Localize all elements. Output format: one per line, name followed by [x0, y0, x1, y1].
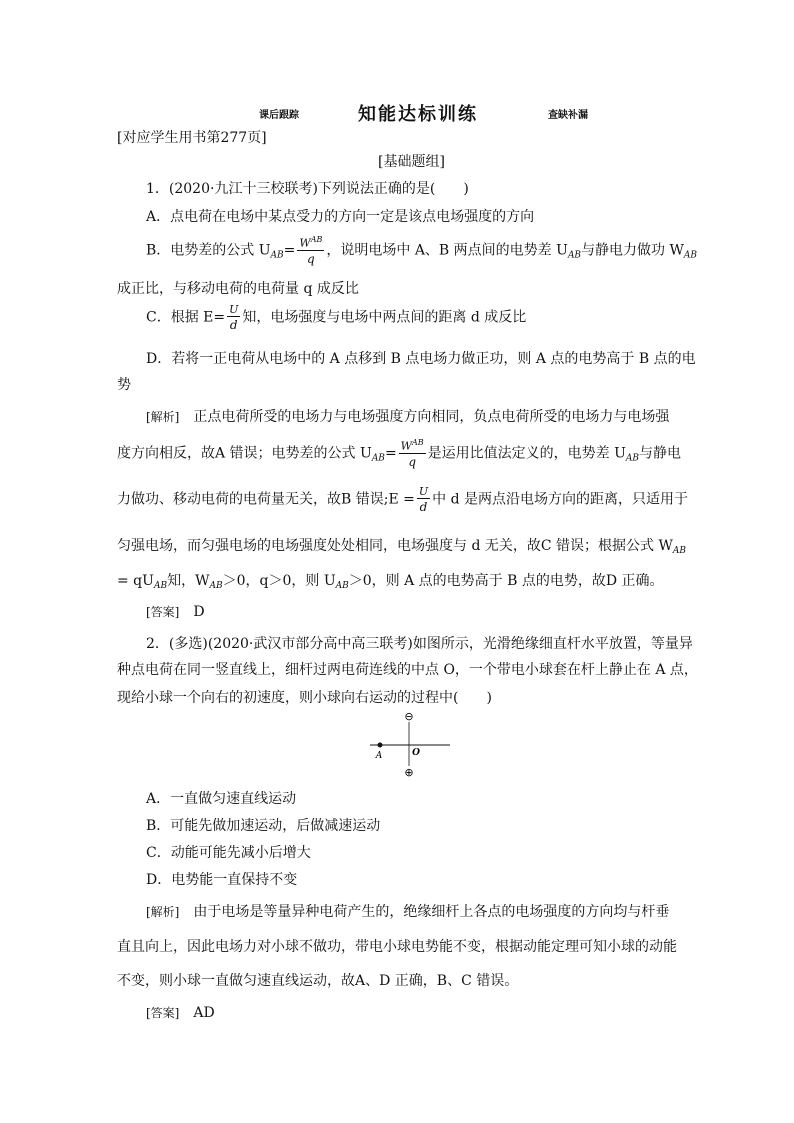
q2-figure-label-o: O	[412, 748, 420, 758]
q2-option-c: C．动能可能先减小后增大	[146, 845, 311, 861]
q1-analysis-text5b: 知，W	[167, 573, 210, 589]
q2-option-b: B．可能先做加速运动，后做减速运动	[146, 818, 381, 834]
q2-answer-value: AD	[193, 1005, 215, 1021]
q1-analysis-text2a: 度方向相反，故A 错误；电势差的公式 U	[117, 445, 372, 462]
q1-option-b-text3: 与静电力做功 W	[581, 242, 684, 259]
q1-analysis-den2: d	[419, 500, 428, 514]
q1-analysis-text3a: 力做功、移动电荷的电荷量无关，故B 错误;E =	[117, 491, 415, 508]
q1-analysis-sub2: AB	[625, 453, 640, 464]
q1-analysis-text4: 匀强电场，而匀强电场的电场强度处处相同，电场强度与 d 无关，故C 错误；根据公式 W	[117, 538, 673, 554]
q1-option-c-den: d	[229, 318, 238, 332]
q1-analysis-text2c: 与静电	[639, 445, 682, 462]
q2-figure-label-a: A	[375, 751, 383, 761]
q2-analysis-line3: 不变，则小球一直做匀速直线运动，故A、D 正确，B、C 错误。	[117, 973, 519, 989]
q2-analysis-line2: 直且向上，因此电场力对小球不做功，带电小球电势能不变，根据动能定理可知小球的动能	[117, 939, 677, 955]
book-reference: [对应学生用书第277页]	[117, 130, 267, 146]
q1-analysis-text5d: ＞0，则 A 点的电势高于 B 点的电势，故D 正确。	[348, 573, 664, 589]
q1-analysis-line1	[146, 406, 669, 426]
q1-analysis-sub: AB	[371, 453, 385, 464]
q1-option-b-text2: ，说明电场中 A、B 两点间的电势差 U	[326, 242, 568, 259]
q2-figure-positive-charge: ⊕	[404, 766, 414, 779]
q1-option-c-num: U	[229, 303, 239, 316]
q1-analysis-fraction	[399, 439, 426, 468]
q1-analysis-text2b: 是运用比值法定义的，电势差 U	[427, 445, 626, 462]
q1-answer	[146, 603, 205, 620]
q1-option-a: A．点电荷在电场中某点受力的方向一定是该点电场强度的方向	[146, 209, 535, 225]
q1-option-b-den: q	[307, 251, 315, 266]
q1-analysis-line2	[117, 439, 681, 468]
q1-option-b-fraction	[297, 236, 324, 265]
q1-option-b	[146, 236, 697, 265]
q1-analysis-num2: U	[418, 485, 429, 498]
q1-analysis-eq: =	[384, 445, 397, 462]
q2-figure-ball	[378, 743, 383, 748]
q1-analysis-text3b: 中 d 是两点沿电场方向的距离，只适用于	[432, 491, 689, 508]
q1-analysis-sub4: AB	[672, 546, 686, 556]
q1-analysis-sub5c: AB	[335, 581, 349, 591]
section-heading: [基础题组]	[378, 154, 445, 170]
q1-option-b-sub2: AB	[567, 250, 582, 261]
header-left-label: 课后跟踪	[259, 110, 299, 121]
q1-option-c-text1: C．根据 E=	[146, 309, 226, 326]
q1-option-b-continued: 成正比，与移动电荷的电荷量 q 成反比	[117, 281, 359, 297]
q1-analysis-text1: 正点电荷所受的电场力与电场强度方向相同，负点电荷所受的电场力与电场强	[193, 409, 670, 425]
q1-option-d-continued: 势	[117, 377, 131, 393]
q1-analysis-label: [解析]	[146, 410, 180, 424]
q1-option-b-eq: =	[283, 242, 296, 259]
q1-option-d: D．若将一正电荷从电场中的 A 点移到 B 点电场力做正功，则 A 点的电势高于 B 点的电	[146, 351, 696, 367]
q1-option-b-sub3: AB	[683, 250, 698, 261]
page-title: 知能达标训练	[358, 104, 478, 125]
q1-analysis-sub5: AB	[153, 581, 168, 591]
q2-option-a: A．一直做匀速直线运动	[146, 791, 297, 807]
q1-analysis-line3	[117, 486, 688, 513]
q2-analysis-text1: 由于电场是等量异种电荷产生的，绝缘细杆上各点的电场强度的方向均与杆垂	[193, 904, 670, 920]
q1-analysis-line5	[117, 570, 664, 591]
header-right-label: 查缺补漏	[548, 110, 588, 121]
q1-option-b-text1: B．电势差的公式 U	[146, 242, 271, 259]
q1-option-b-num-sup: AB	[310, 235, 323, 244]
q2-analysis-label: [解析]	[146, 905, 180, 919]
q2-figure-negative-charge: ⊖	[404, 710, 414, 723]
q2-stem-line1: 2．(多选)(2020·武汉市部分高中高三联考)如图所示，光滑绝缘细直杆水平放置，等量异	[146, 636, 693, 652]
q1-answer-label: [答案]	[146, 605, 180, 619]
q1-analysis-num: W	[400, 439, 412, 453]
q2-analysis-line1	[146, 901, 669, 921]
q1-option-b-sub: AB	[270, 250, 284, 261]
q1-analysis-sub5b: AB	[209, 581, 223, 591]
q1-option-c	[146, 304, 526, 331]
q1-analysis-line4	[117, 535, 686, 556]
q2-figure	[360, 708, 460, 780]
q1-analysis-text5a: = qU	[117, 573, 154, 589]
q2-stem-line3: 现给小球一个向右的初速度，则小球向右运动的过程中( )	[117, 690, 492, 706]
q1-analysis-num-sup: AB	[411, 438, 424, 447]
q1-analysis-text5c: ＞0，q＞0，则 U	[222, 573, 336, 589]
q2-option-d: D．电势能一直保持不变	[146, 872, 298, 888]
q2-stem-line2: 种点电荷在同一竖直线上，细杆过两电荷连线的中点 O，一个带电小球套在杆上静止在 A 点，	[117, 662, 698, 678]
q1-option-c-text2: 知，电场强度与电场中两点间的距离 d 成反比	[242, 309, 527, 326]
q1-option-b-num: W	[299, 236, 311, 250]
q1-stem: 1．(2020·九江十三校联考)下列说法正确的是( )	[146, 181, 469, 197]
q2-answer	[146, 1004, 215, 1021]
q2-answer-label: [答案]	[146, 1006, 180, 1020]
q1-answer-value: D	[193, 604, 205, 620]
q1-analysis-fraction2	[417, 486, 430, 513]
q1-analysis-den: q	[408, 454, 416, 469]
q1-option-c-fraction	[227, 304, 240, 331]
